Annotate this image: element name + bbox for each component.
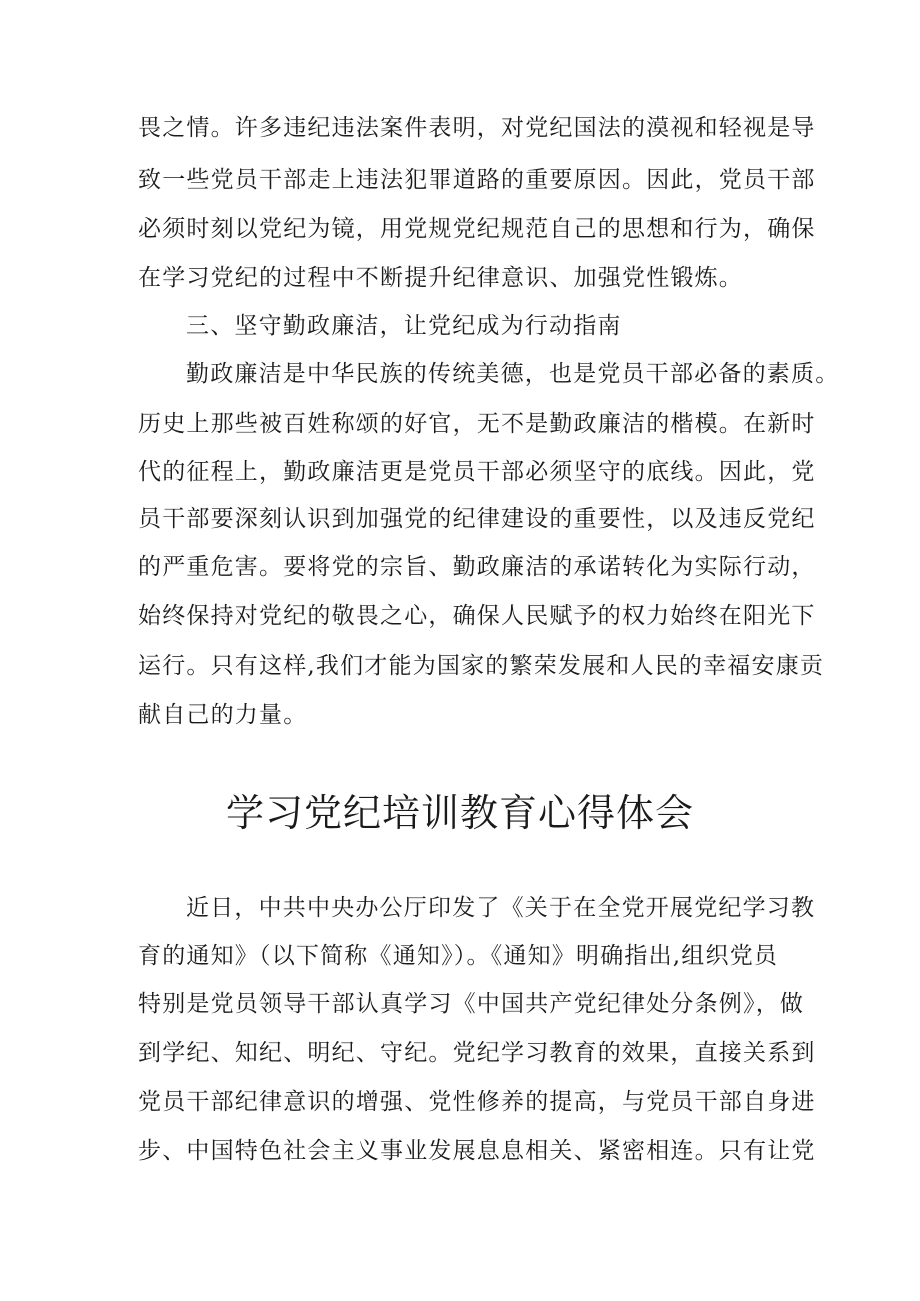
paragraph-line: 党员干部纪律意识的增强、党性修养的提高，与党员干部自身进: [138, 1089, 816, 1115]
paragraph-line: 始终保持对党纪的敬畏之心，确保人民赋予的权力始终在阳光下: [138, 603, 816, 629]
paragraph-line: 的严重危害。要将党的宗旨、勤政廉洁的承诺转化为实际行动，: [138, 554, 816, 580]
paragraph-line: 献自己的力量。: [138, 702, 308, 728]
paragraph-line: 特别是党员领导干部认真学习《中国共产党纪律处分条例》，做: [138, 991, 805, 1017]
paragraph-line: 近日，中共中央办公厅印发了《关于在全党开展党纪学习教: [186, 895, 816, 921]
paragraph-line: 历史上那些被百姓称颂的好官，无不是勤政廉洁的楷模。在新时: [138, 411, 816, 437]
paragraph-line: 员干部要深刻认识到加强党的纪律建设的重要性，以及违反党纪: [138, 506, 816, 532]
paragraph-line: 代的征程上，勤政廉洁更是党员干部必须坚守的底线。因此，党: [138, 459, 816, 485]
article-title: 学习党纪培训教育心得体会: [225, 791, 694, 835]
paragraph-line: 必须时刻以党纪为镜，用党规党纪规范自己的思想和行为，确保: [138, 216, 816, 242]
paragraph-line: 到学纪、知纪、明纪、守纪。党纪学习教育的效果，直接关系到: [138, 1040, 816, 1066]
paragraph-line: 步、中国特色社会主义事业发展息息相关、紧密相连。只有让党: [138, 1138, 816, 1164]
paragraph-line: 育的通知》（以下简称《通知》）。《通知》明确指出,组织党员: [138, 943, 779, 969]
paragraph-line: 运行。只有这样,我们才能为国家的繁荣发展和人民的幸福安康贡: [138, 653, 825, 679]
section-heading: 三、坚守勤政廉洁，让党纪成为行动指南: [186, 313, 622, 339]
paragraph-line: 致一些党员干部走上违法犯罪道路的重要原因。因此，党员干部: [138, 167, 816, 193]
paragraph-line: 勤政廉洁是中华民族的传统美德，也是党员干部必备的素质。: [186, 361, 840, 387]
paragraph-line: 在学习党纪的过程中不断提升纪律意识、加强党性锻炼。: [138, 265, 743, 291]
paragraph-line: 畏之情。许多违纪违法案件表明，对党纪国法的漠视和轻视是导: [138, 115, 816, 141]
